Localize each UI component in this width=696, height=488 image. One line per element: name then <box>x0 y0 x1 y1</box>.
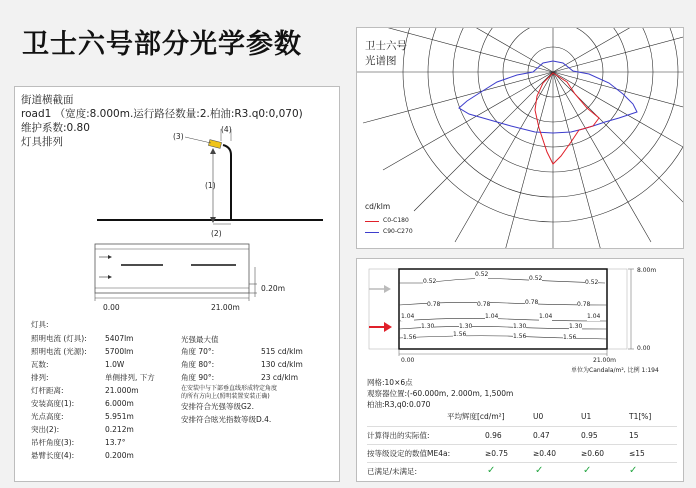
contour-label: 1.04 <box>539 313 553 320</box>
unit-note: 单位为Candala/m², 比例 1:194 <box>571 367 659 374</box>
maintenance-factor: 维护系数:0.80 <box>21 122 90 134</box>
contour-label: 1.56 <box>563 334 577 341</box>
contour-label: 0.78 <box>577 301 591 308</box>
results-header: 平均辉度[cd/m²] U0 U1 T1[%] <box>447 412 652 421</box>
polar-legend <box>365 216 441 238</box>
observer-arrow <box>384 322 392 332</box>
legend-entry-c90: C90-C270 <box>365 227 437 238</box>
observer-position: 观察器位置:(-60.000m, 2.000m, 1,500m <box>367 389 514 398</box>
asphalt-info: 柏油:R3,q0:0.070 <box>367 400 431 409</box>
contour-label: 0.52 <box>585 279 599 286</box>
grid-info: 网格:10×6点 <box>367 378 413 387</box>
polar-diagram-panel <box>356 27 684 249</box>
contour-label: 0.78 <box>427 301 441 308</box>
plan-dim-start: 0.00 <box>103 303 120 312</box>
lamp-heading: 灯具: <box>31 320 49 329</box>
check-icon: ✓ <box>487 465 496 476</box>
results-row-satisfied: 已满足/未满足: ✓ ✓ ✓ ✓ <box>367 462 677 480</box>
dim-label-4: (4) <box>221 125 232 134</box>
results-row-actual: 计算得出的实际值: 0.96 0.47 0.95 15 <box>367 426 677 444</box>
check-icon: ✓ <box>629 465 638 476</box>
contour-label: 0.78 <box>477 301 491 308</box>
glare-class: 安排符合光强等级G2. <box>181 402 254 411</box>
scale-top: 8.00m <box>637 267 657 274</box>
contour-label: 1.30 <box>459 323 473 330</box>
plan-dim-end: 21.00m <box>211 303 240 312</box>
scale-bottom: 0.00 <box>637 345 651 352</box>
legend-entry-c0: C0-C180 <box>365 216 437 227</box>
contour-label: 1.04 <box>401 313 415 320</box>
contour-label: 1.30 <box>421 323 435 330</box>
luminance-results-panel <box>356 258 684 482</box>
road-diagram <box>15 87 339 481</box>
check-icon: ✓ <box>535 465 544 476</box>
max-intensity-heading: 光强最大值 <box>181 335 219 344</box>
polar-title-1: 卫士六号 <box>365 40 407 52</box>
contour-label: 1.56 <box>403 334 417 341</box>
contour-label: 1.56 <box>513 333 527 340</box>
plan-dim-side: 0.20m <box>261 284 286 293</box>
page-title: 卫士六号部分光学参数 <box>22 29 302 60</box>
contour-label: 0.52 <box>423 278 437 285</box>
contour-label: 1.30 <box>569 323 583 330</box>
x-start: 0.00 <box>401 357 415 364</box>
dim-label-1: (1) <box>205 181 216 190</box>
luminaire-arrangement-heading: 灯具排列 <box>21 136 63 148</box>
polar-title-2: 光谱图 <box>365 55 397 67</box>
intensity-note: 在安装中与下部垂直线形成特定角度的所有方向上(照明装置安装正确) <box>181 385 278 400</box>
road-description: road1 （宽度:8.000m.运行路径数量:2.柏油:R3.q0:0,070) <box>21 108 303 120</box>
contour-label: 1.04 <box>485 313 499 320</box>
x-end: 21.00m <box>593 357 617 364</box>
glare-index-class: 安排符合眩光指数等级D.4. <box>181 415 272 424</box>
contour-label: 1.30 <box>513 323 527 330</box>
results-row-required: 按等级设定的数值ME4a: ≥0.75 ≥0.40 ≥0.60 ≤15 <box>367 444 677 462</box>
contour-label: 0.52 <box>529 275 543 282</box>
road-plan-outline <box>95 244 249 293</box>
contour-label: 0.52 <box>475 271 489 278</box>
pole-arm <box>223 145 231 155</box>
dim-label-2: (2) <box>211 229 222 238</box>
contour-label: 0.78 <box>525 299 539 306</box>
luminaire-icon <box>208 140 221 149</box>
contour-label: 1.56 <box>453 331 467 338</box>
road-cross-section-panel: 街道横截面 road1 （宽度:8.000m.运行路径数量:2.柏油:R3.q0:0,070) 维护系数:0.80 灯具排列 (1) (2) (3) (4) 0.00 21.00m 0.20m 灯具: 照明电流 (灯具): 5407lm 照明电流 (光源): 5700lm 瓦数: 1.0W 排列: 单侧排列, 下方 灯杆距离: 21.000m 安装高度(1): 6.000m 光点高度: 5.951m 突出(2): 0.212m 吊杆角度(3): 13.7° 悬臂长度(4): 0.200m 光强最大值 角度 70°: 515 cd/klm 角度 80°: 130 cd/klm 角度 90°: 23 cd/klm 在安装中与下部垂直线形成特定角度的所有方向上(照明装置安装正确) 安排符合光强等级G2. 安排符合眩光指数等级D.4. <box>14 86 340 482</box>
polar-unit: cd/klm <box>365 202 391 211</box>
contour-label: 1.04 <box>587 313 601 320</box>
results-table <box>367 409 677 480</box>
road-heading: 街道横截面 <box>21 94 74 106</box>
polar-chart <box>357 28 683 248</box>
check-icon: ✓ <box>583 465 592 476</box>
dim-label-3: (3) <box>173 132 184 141</box>
